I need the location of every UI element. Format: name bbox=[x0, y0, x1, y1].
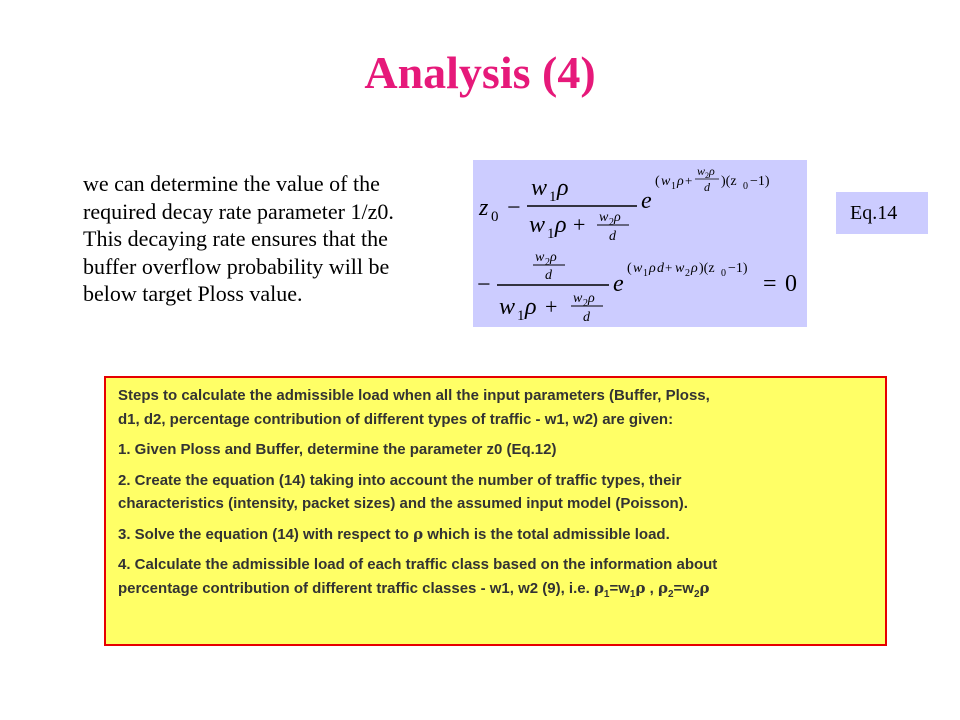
eq-e: e bbox=[641, 188, 652, 214]
step-2-line: 2. Create the equation (14) taking into account the number of traffic types, their bbox=[118, 471, 682, 489]
eq-minus: − bbox=[477, 272, 491, 298]
eq-rho: ρ bbox=[677, 174, 684, 189]
comma: , bbox=[645, 579, 658, 597]
rho-symbol: ρ bbox=[699, 578, 710, 597]
intro-line: required decay rate parameter 1/z0. bbox=[83, 198, 394, 224]
intro-line: buffer overflow probability will be bbox=[83, 253, 390, 279]
eq-d: d bbox=[657, 261, 664, 276]
eq-sub: 1 bbox=[671, 181, 676, 192]
eq-rho: ρ bbox=[555, 212, 567, 238]
eq-e: e bbox=[613, 271, 624, 297]
slide-title: Analysis (4) bbox=[364, 47, 596, 98]
rho-symbol: ρ bbox=[413, 524, 424, 543]
eq-sub: 2 bbox=[583, 298, 588, 309]
eq-rho: ρ bbox=[614, 210, 621, 225]
eq-sub: 2 bbox=[705, 171, 709, 180]
eq-rho: ρ bbox=[691, 261, 698, 276]
eq-w: w bbox=[633, 261, 643, 276]
eq-rho: ρ bbox=[588, 291, 595, 306]
step-2 bbox=[118, 469, 875, 516]
eq-w: w bbox=[675, 261, 685, 276]
eq-sub: 1 bbox=[643, 268, 648, 279]
eq-w: w bbox=[529, 212, 546, 238]
eq-sub: 2 bbox=[609, 217, 614, 228]
step-4-text: percentage contribution of different traffic classes - w1, w2 (9), i.e. bbox=[118, 579, 594, 597]
eq-sub: 0 bbox=[491, 209, 499, 225]
eq-w: w bbox=[573, 291, 583, 306]
equals-w: =w bbox=[673, 579, 694, 597]
intro-line: This decaying rate ensures that the bbox=[83, 226, 388, 251]
intro-line: below target Ploss value. bbox=[83, 281, 303, 306]
eq-plus: + bbox=[665, 260, 673, 275]
step-3-text: 3. Solve the equation (14) with respect to bbox=[118, 525, 414, 543]
eq-w: w bbox=[531, 175, 548, 201]
eq-paren: ( bbox=[627, 261, 632, 276]
eq-w: w bbox=[535, 250, 545, 265]
eq-d: d bbox=[704, 180, 710, 194]
eq-minus: − bbox=[507, 195, 521, 221]
step-4-line bbox=[118, 578, 710, 600]
subscript: 2 bbox=[693, 588, 700, 600]
eq-sub: 1 bbox=[517, 308, 525, 324]
eq-paren: )(z bbox=[721, 174, 737, 189]
eq-sub: 0 bbox=[743, 181, 748, 192]
equals-w: =w bbox=[609, 579, 630, 597]
eq-rho: ρ bbox=[649, 261, 656, 276]
step-3 bbox=[118, 523, 875, 547]
eq-w: w bbox=[499, 294, 516, 320]
equation-box bbox=[473, 160, 807, 327]
rho-symbol: ρ bbox=[657, 578, 668, 597]
steps-box bbox=[104, 376, 887, 646]
eq-paren: )(z bbox=[699, 261, 715, 276]
eq-rho: ρ bbox=[525, 294, 537, 320]
eq-w: w bbox=[599, 210, 609, 225]
eq-plus: + bbox=[573, 212, 586, 237]
equation-formula bbox=[473, 160, 807, 327]
intro-line: we can determine the value of the bbox=[83, 171, 380, 196]
eq-sub: 1 bbox=[547, 226, 555, 242]
eq-rho: ρ bbox=[550, 250, 557, 265]
subscript: 1 bbox=[629, 588, 636, 600]
step-1: 1. Given Ploss and Buffer, determine the parameter z0 (Eq.12) bbox=[118, 441, 557, 458]
eq-z: z bbox=[479, 195, 489, 221]
step-2-line: characteristics (intensity, packet sizes) and the assumed input model (Poisson). bbox=[118, 495, 688, 512]
eq-rho: ρ bbox=[709, 164, 715, 178]
step-3-text: which is the total admissible load. bbox=[423, 525, 670, 543]
subscript: 2 bbox=[667, 588, 674, 600]
equation-label: Eq.14 bbox=[836, 192, 928, 234]
rho-symbol: ρ bbox=[593, 578, 604, 597]
steps-intro bbox=[118, 384, 875, 431]
eq-sub: 1 bbox=[549, 189, 557, 205]
step-4 bbox=[118, 553, 875, 606]
steps-intro-line: Steps to calculate the admissible load when all the input parameters (Buffer, Ploss, bbox=[118, 387, 710, 404]
intro-paragraph bbox=[83, 170, 463, 308]
eq-rho: ρ bbox=[557, 175, 569, 201]
eq-equals: = bbox=[763, 271, 777, 297]
eq-d: d bbox=[545, 268, 552, 283]
eq-paren: −1) bbox=[750, 174, 770, 189]
eq-d: d bbox=[609, 229, 616, 244]
eq-w: w bbox=[661, 174, 671, 189]
eq-paren: ( bbox=[655, 174, 660, 189]
steps-intro-line: d1, d2, percentage contribution of different types of traffic - w1, w2) are given: bbox=[118, 410, 674, 428]
eq-zero: 0 bbox=[785, 271, 797, 297]
eq-w: w bbox=[697, 164, 706, 178]
eq-sub: 2 bbox=[685, 268, 690, 279]
eq-d: d bbox=[583, 310, 590, 325]
eq-sub: 0 bbox=[721, 268, 726, 279]
step-4-line: 4. Calculate the admissible load of each traffic class based on the information about bbox=[118, 556, 718, 573]
eq-sub: 2 bbox=[545, 257, 550, 268]
eq-plus: + bbox=[685, 173, 693, 188]
eq-paren: −1) bbox=[728, 261, 748, 276]
eq-plus: + bbox=[545, 294, 558, 319]
rho-symbol: ρ bbox=[635, 578, 646, 597]
subscript: 1 bbox=[603, 588, 610, 600]
